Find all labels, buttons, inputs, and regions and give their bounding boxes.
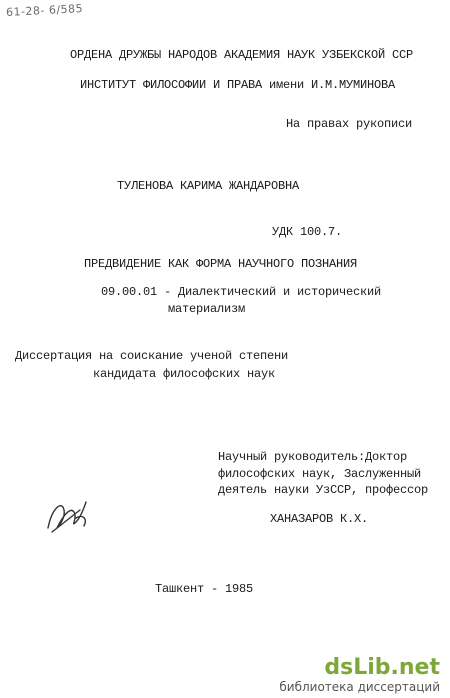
institute-name: ИНСТИТУТ ФИЛОСОФИИ И ПРАВА имени И.М.МУМИНОВА xyxy=(80,78,396,92)
specialty-line-2: материализм xyxy=(168,302,246,316)
watermark-subtitle: библиотека диссертаций xyxy=(279,680,440,694)
place-and-year: Ташкент - 1985 xyxy=(155,582,254,596)
manuscript-note: На правах рукописи xyxy=(286,117,413,131)
watermark-brand: dsLib.net xyxy=(324,655,440,680)
handwritten-signature xyxy=(40,488,100,543)
dissertation-purpose-line-1: Диссертация на соискание ученой степени xyxy=(15,349,289,363)
author-name: ТУЛЕНОВА КАРИМА ЖАНДАРОВНА xyxy=(117,179,300,193)
supervisor-line-1: Научный руководитель:Доктор xyxy=(218,450,408,464)
archive-stamp: 61-28- 6/585 xyxy=(5,1,84,20)
dissertation-purpose-line-2: кандидата философских наук xyxy=(93,367,276,381)
supervisor-name: ХАНАЗАРОВ К.Х. xyxy=(270,512,369,526)
supervisor-line-2: философских наук, Заслуженный xyxy=(218,467,422,481)
udk-code: УДК 100.7. xyxy=(272,225,343,239)
supervisor-line-3: деятель науки УзССР, профессор xyxy=(218,483,429,497)
organization-name: ОРДЕНА ДРУЖБЫ НАРОДОВ АКАДЕМИЯ НАУК УЗБЕКСКОЙ ССР xyxy=(70,48,414,62)
specialty-line-1: 09.00.01 - Диалектический и исторический xyxy=(101,285,382,299)
dslib-watermark-logo xyxy=(270,656,440,696)
dissertation-title: ПРЕДВИДЕНИЕ КАК ФОРМА НАУЧНОГО ПОЗНАНИЯ xyxy=(84,257,358,271)
